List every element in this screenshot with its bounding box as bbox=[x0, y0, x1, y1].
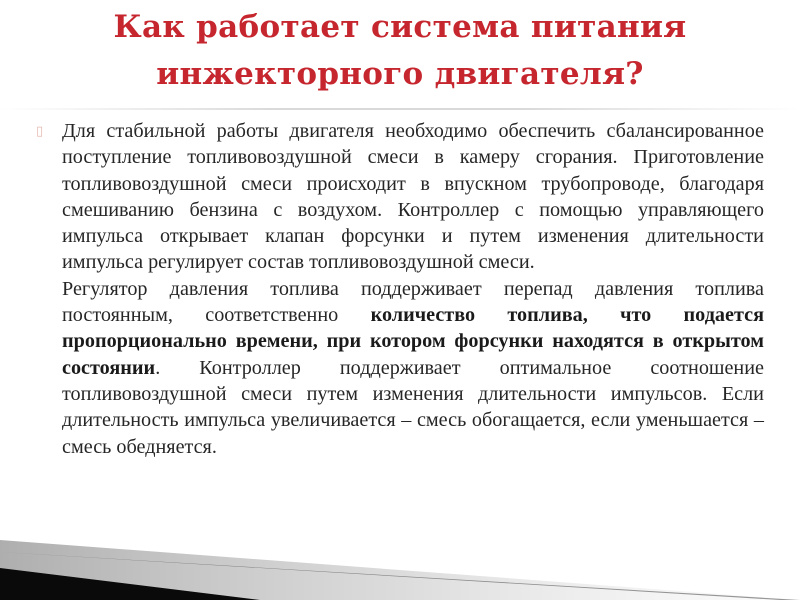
slide-title-line-1: Как работает система питания bbox=[113, 9, 687, 45]
paragraph-1: Для стабильной работы двигателя необходимо обеспечить сбалансированное поступление топливовоздушной смеси в камеру сгорания. Приготовление топливовоздушной смеси происходит в впускном трубопроводе, благодаря смешиванию бензина с воздухом. Контроллер с помощью управляющего импульса открывает клапан форсунки и путем изменения длительности импульса регулирует состав топливовоздушной смеси. bbox=[62, 120, 764, 274]
slide-title bbox=[60, 4, 740, 98]
body-text bbox=[62, 118, 764, 460]
decorative-corner-swoosh bbox=[0, 500, 800, 600]
title-divider bbox=[0, 108, 800, 110]
paragraph-2 bbox=[62, 276, 764, 460]
paragraph-2-part-1: Регулятор давления топлива поддерживает перепад давления топлива постоянным, соответственно bbox=[62, 277, 764, 327]
bullet-icon: ▯ bbox=[36, 124, 44, 139]
paragraph-2-part-2: . Контроллер поддерживает оптимальное соотношение топливовоздушной смеси путем изменения длительности импульсов. Если длительность импульса увеличивается – смесь обогащается, если уменьшается – смесь обедняется. bbox=[62, 356, 764, 458]
paragraph-2-bold: количество топлива, что подается пропорционально времени, при котором форсунки находятся в открытом состоянии bbox=[62, 304, 765, 379]
slide-title-line-2: инжекторного двигателя? bbox=[156, 56, 644, 92]
